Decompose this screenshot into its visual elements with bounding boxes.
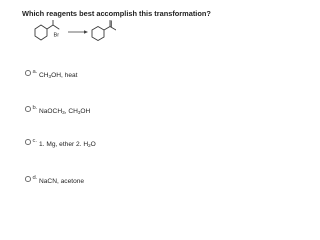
option-text: $CH_3OH$, heat (39, 72, 78, 80)
answer-option-c[interactable] (25, 139, 195, 153)
answer-option-b[interactable] (25, 106, 195, 120)
question-text: Which reagents best accomplish this transformation? (22, 9, 211, 18)
radio-button-a[interactable] (25, 70, 31, 76)
option-text: 1. Mg, ether 2. $H_2O$ (39, 141, 96, 149)
option-text: NaOCH$_3$, $CH_3OH$ (39, 108, 91, 116)
option-letter: a. (32, 68, 38, 75)
radio-button-b[interactable] (25, 106, 31, 112)
option-letter: d. (32, 174, 38, 181)
option-letter: b. (32, 104, 38, 111)
bromine-label: Br (53, 32, 60, 39)
radio-button-d[interactable] (25, 176, 31, 182)
product-structure (92, 21, 116, 41)
answer-option-a[interactable] (25, 70, 195, 84)
reaction-arrow (68, 30, 88, 33)
option-text: NaCN, acetone (39, 178, 85, 186)
reaction-scheme (26, 20, 116, 60)
radio-button-c[interactable] (25, 139, 31, 145)
option-letter: c. (32, 137, 38, 144)
answer-option-d[interactable] (25, 176, 195, 190)
